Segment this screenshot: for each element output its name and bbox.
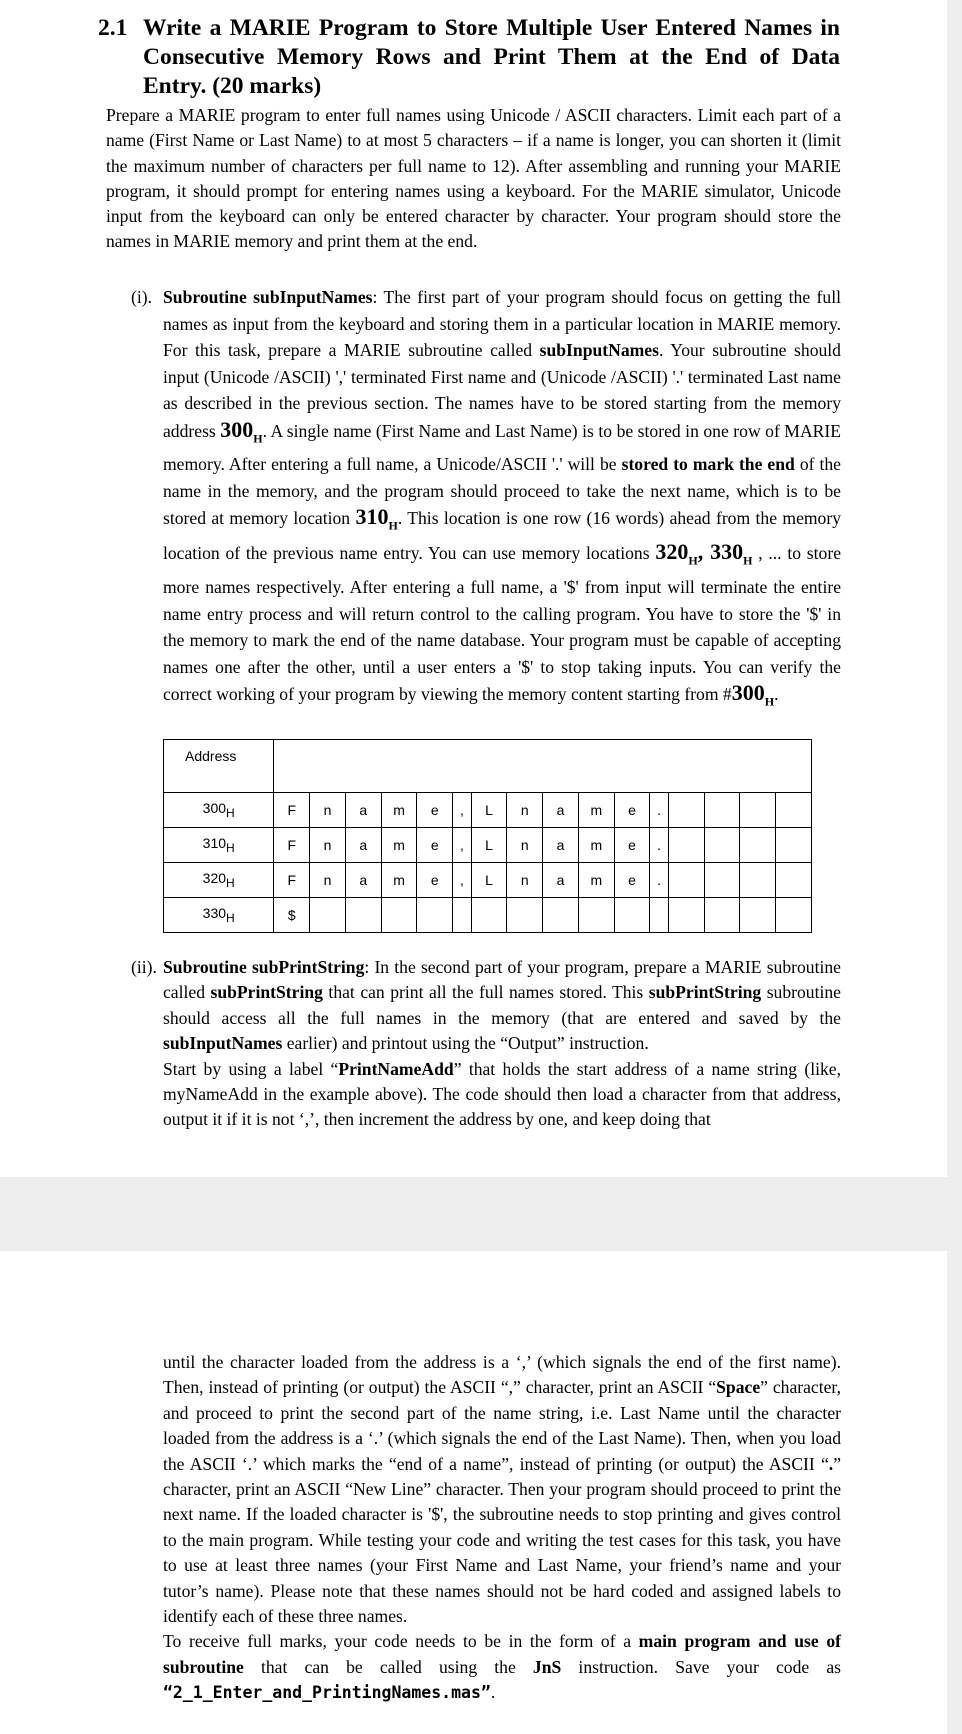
text-run: To receive full marks, your code needs to be in the form of a	[163, 1631, 639, 1652]
bold-run: PrintNameAdd	[338, 1058, 454, 1079]
text-run: ” that holds the start address of a name string (like, myNameAdd in the example above). The code should then load a character from that address, output it if it is not ‘,’, then increment the address by one, and keep doing that	[163, 1058, 841, 1130]
address-300-ref: $300_H$	[731, 680, 775, 709]
memory-cell	[345, 898, 381, 933]
memory-cell: m	[578, 828, 614, 863]
table-header-blank	[274, 740, 812, 793]
bold-run: subPrintString	[648, 982, 762, 1003]
memory-cell: n	[507, 828, 543, 863]
text-run: ” character, print an ASCII “New Line” character. Then your program should proceed to print the next name. If the loaded character is '$', the subroutine needs to stop printing and gives control to the main program. While testing your code and writing the test cases for this task, you have to use at least three names (your First Name and Last Name, your friend’s name and your tutor’s name). Please note that these names should not be hard coded and assigned labels to identify each of these three names.	[163, 1453, 841, 1627]
table-row	[164, 898, 812, 933]
text-run: subroutine should access all the full names in the memory (that are entered and saved by the	[163, 982, 841, 1028]
memory-cell: ,	[453, 863, 471, 898]
bold-run: subPrintString	[210, 982, 323, 1003]
memory-table	[163, 739, 812, 933]
memory-cell	[776, 898, 812, 933]
item-label-i: (i).	[131, 287, 153, 307]
memory-cell: e	[614, 793, 650, 828]
memory-cell	[704, 793, 740, 828]
bold-run: JnS	[532, 1656, 562, 1677]
memory-cell	[650, 898, 668, 933]
memory-cell	[740, 898, 776, 933]
address-cell: $320_H$	[164, 863, 274, 898]
bold-run: stored to mark the end	[621, 454, 795, 475]
memory-cell: a	[543, 828, 579, 863]
bold-run: subInputNames	[539, 340, 659, 360]
text-run: : The first part of your program should focus on getting the full names as input from the keyboard and storing them in a particular location in MARIE memory. For this task, prepare a MARIE subroutine called	[163, 287, 841, 360]
memory-cell	[417, 898, 453, 933]
page-gap	[0, 1177, 947, 1251]
memory-cell	[668, 863, 704, 898]
address-300: $300_H$	[220, 416, 263, 445]
scrollbar-track[interactable]	[947, 0, 962, 1734]
text-run: that can be called using the	[243, 1656, 533, 1677]
memory-cell: a	[345, 863, 381, 898]
memory-cell: a	[543, 863, 579, 898]
text-run: , ... to store more names respectively. After entering a full name, a '$' from input will terminate the entire name entry process and will return control to the calling program. You have to store the '$' in the memory to mark the end of the name database. Your program must be capable of accepting names one after the other, until a user enters a '$' to stop taking inputs. You can verify the correct working of your program by viewing the memory content starting from #	[163, 543, 841, 705]
bold-run: subInputNames	[163, 1033, 283, 1054]
continued-paragraph	[163, 1350, 841, 1706]
table-row	[164, 793, 812, 828]
address-310: $310_H$	[355, 504, 398, 533]
intro-paragraph: Prepare a MARIE program to enter full names using Unicode / ASCII characters. Limit each part of a name (First Name or Last Name) to at most 5 characters – if a name is longer, you can shorten it (limit the maximum number of characters per full name to 12). After assembling and running your MARIE program, it should prompt for entering names using a keyboard. For the MARIE simulator, Unicode input from the keyboard can only be entered character by character. Your program should store the names in MARIE memory and print them at the end.	[106, 105, 841, 252]
memory-cell	[740, 863, 776, 898]
memory-cell	[704, 828, 740, 863]
memory-cell	[471, 898, 507, 933]
memory-cell: L	[471, 793, 507, 828]
text-run: earlier) and printout using the “Output” instruction.	[282, 1033, 649, 1054]
memory-cell: e	[417, 793, 453, 828]
text-run: . Your subroutine should input (Unicode /ASCII) ',' terminated First name and (Unicode /ASCII) '.' terminated Last name as described in the previous section. The names have to be stored starting from the memory address	[163, 340, 841, 441]
memory-cell: e	[417, 863, 453, 898]
memory-cell: $	[274, 898, 310, 933]
text-run: . A single name (First Name and Last Name) is to be stored in one row of MARIE memory. After entering a full name, a Unicode/ASCII '.' will be	[163, 420, 841, 475]
memory-cell: e	[614, 828, 650, 863]
memory-cell	[704, 898, 740, 933]
subroutine-print-title: Subroutine subPrintString	[163, 957, 365, 977]
item-label-ii: (ii).	[131, 957, 157, 977]
memory-cell: .	[650, 793, 668, 828]
memory-cell: F	[274, 863, 310, 898]
memory-cell: L	[471, 863, 507, 898]
address-320: $320_H$, $330_H$	[655, 539, 753, 568]
memory-cell	[776, 793, 812, 828]
bold-run: .	[828, 1453, 834, 1474]
text-run: that can print all the full names stored. This	[322, 982, 649, 1003]
memory-cell: n	[310, 828, 346, 863]
memory-cell: m	[381, 863, 417, 898]
text-run: : In the second part of your program, prepare a MARIE subroutine called	[163, 957, 841, 1003]
memory-cell	[740, 793, 776, 828]
memory-cell: n	[310, 863, 346, 898]
text-run: until the character loaded from the address is a ‘,’ (which signals the end of the first name). Then, instead of printing (or output) the ASCII “,” character, print an ASCII “	[163, 1352, 841, 1398]
memory-cell: e	[614, 863, 650, 898]
filename-code: “2_1_Enter_and_PrintingNames.mas”	[163, 1683, 491, 1703]
memory-cell	[507, 898, 543, 933]
memory-cell: m	[578, 793, 614, 828]
memory-cell	[381, 898, 417, 933]
section-number: 2.1	[98, 15, 128, 41]
memory-cell	[668, 793, 704, 828]
memory-cell	[668, 898, 704, 933]
bold-run: Space	[716, 1377, 761, 1398]
memory-cell: m	[381, 793, 417, 828]
text-run: ” character, and proceed to print the second part of the name string, i.e. Last Name until the character loaded from the address is a ‘.’ (which signals the end of the Last Name). Then, when you load the ASCII ‘.’ which marks the “end of a name”, instead of printing (or output) the ASCII “	[163, 1377, 841, 1474]
memory-cell	[453, 898, 471, 933]
memory-cell: F	[274, 828, 310, 863]
memory-cell: F	[274, 793, 310, 828]
table-header-row	[164, 740, 812, 793]
memory-cell: a	[543, 793, 579, 828]
address-column-header: Address	[164, 740, 274, 793]
subroutine-input-title: Subroutine subInputNames	[163, 287, 373, 307]
memory-cell	[776, 828, 812, 863]
text-run: . This location is one row (16 words) ahead from the memory location of the previous name entry. You can use memory locations	[163, 508, 842, 564]
memory-cell: a	[345, 828, 381, 863]
text-run: .	[490, 1682, 496, 1703]
memory-cell: e	[417, 828, 453, 863]
memory-cell: n	[310, 793, 346, 828]
subroutine-print-paragraph	[131, 955, 841, 1133]
memory-cell	[614, 898, 650, 933]
address-cell: $330_H$	[164, 898, 274, 933]
memory-cell: m	[578, 863, 614, 898]
memory-cell: ,	[453, 793, 471, 828]
subroutine-input-paragraph	[131, 284, 842, 715]
table-row	[164, 863, 812, 898]
memory-cell	[740, 828, 776, 863]
address-cell: $300_H$	[164, 793, 274, 828]
memory-cell: .	[650, 863, 668, 898]
memory-cell	[668, 828, 704, 863]
address-cell: $310_H$	[164, 828, 274, 863]
memory-cell: ,	[453, 828, 471, 863]
memory-cell	[776, 863, 812, 898]
section-title: Write a MARIE Program to Store Multiple User Entered Names in Consecutive Memory Rows and Print Them at the End of Data Entry. (20 marks)	[143, 15, 840, 99]
text-run: Start by using a label “	[163, 1058, 339, 1079]
memory-cell: n	[507, 793, 543, 828]
memory-cell	[310, 898, 346, 933]
text-run: instruction. Save your code as	[561, 1656, 841, 1677]
memory-cell	[578, 898, 614, 933]
memory-cell	[704, 863, 740, 898]
memory-cell: m	[381, 828, 417, 863]
bold-run: main program and use of subroutine	[163, 1631, 841, 1677]
memory-cell	[543, 898, 579, 933]
text-run: of the name in the memory, and the program should proceed to take the next name, which is to be stored at memory location	[163, 454, 841, 529]
memory-cell: n	[507, 863, 543, 898]
memory-cell: a	[345, 793, 381, 828]
table-row	[164, 828, 812, 863]
memory-cell: L	[471, 828, 507, 863]
memory-cell: .	[650, 828, 668, 863]
text-run: .	[774, 684, 779, 705]
